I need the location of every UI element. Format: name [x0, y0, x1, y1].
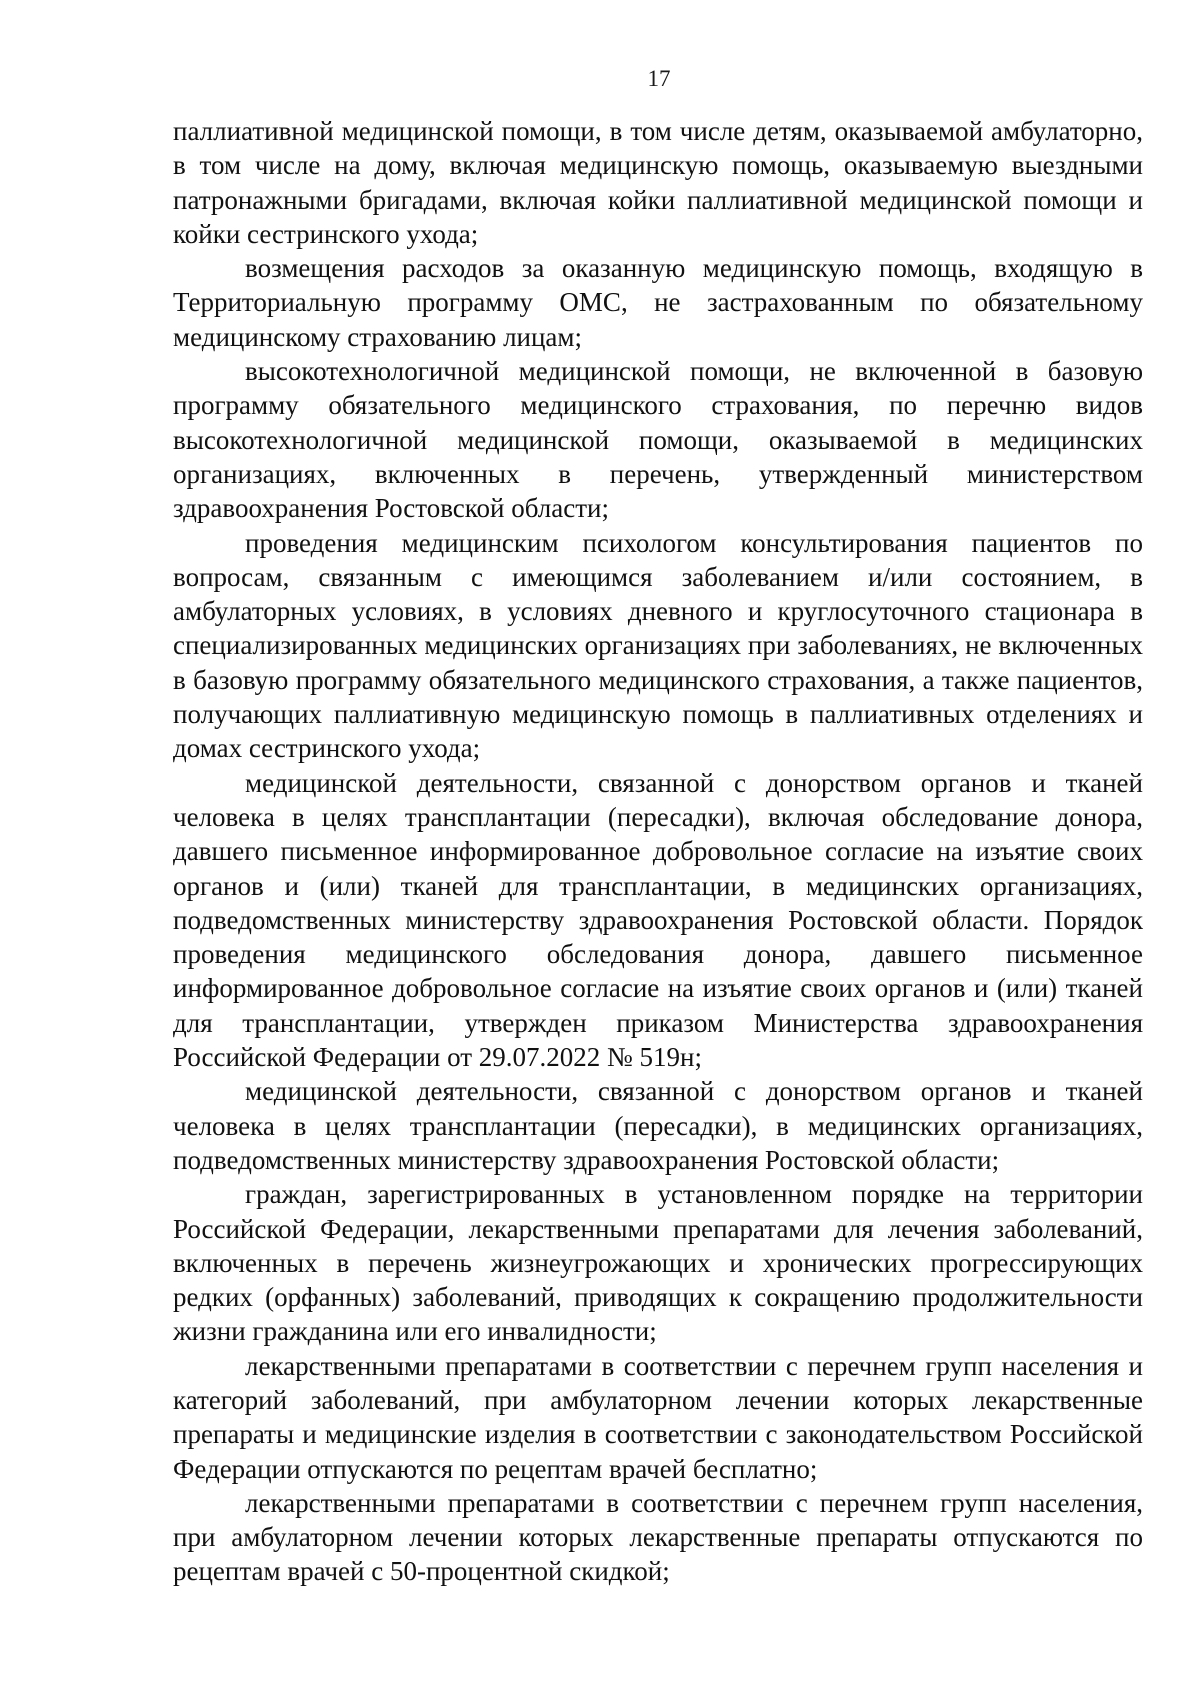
paragraph-discount-prescriptions: лекарственными препаратами в соответствии с перечнем групп населения, при амбулаторном лечении которых лекарственные препараты отпускаются по рецептам врачей с 50-процентной скидкой; — [173, 1487, 1143, 1587]
paragraph-palliative-care: паллиативной медицинской помощи, в том числе детям, оказываемой амбулаторно, в том числе на дому, включая медицинскую помощь, оказываемую выездными патронажными бригадами, включая койки паллиативной медицинской помощи и койки сестринского ухода; — [173, 116, 1143, 249]
paragraph-psychologist-consulting: проведения медицинским психологом консультирования пациентов по вопросам, связанным с имеющимся заболеванием и/или состоянием, в амбулаторных условиях, в условиях дневного и круглосуточного стационара в специализированных медицинских организациях при заболеваниях, не включенных в базовую программу обязательного медицинского страхования, а также пациентов, получающих паллиативную медицинскую помощь в паллиативных отделениях и домах сестринского ухода; — [173, 527, 1143, 764]
document-body — [173, 114, 1143, 1589]
paragraph-organ-donation-activity: медицинской деятельности, связанной с донорством органов и тканей человека в целях трансплантации (пересадки), в медицинских организациях, подведомственных министерству здравоохранения Ростовской области; — [173, 1076, 1143, 1175]
paragraph-free-prescriptions: лекарственными препаратами в соответствии с перечнем групп населения и категорий заболеваний, при амбулаторном лечении которых лекарственные препараты и медицинские изделия в соответствии с законодательством Российской Федерации отпускаются по рецептам врачей бесплатно; — [173, 1350, 1143, 1484]
paragraph-reimbursement: возмещения расходов за оказанную медицинскую помощь, входящую в Территориальную программу ОМС, не застрахованным по обязательному медицинскому страхованию лицам; — [173, 253, 1143, 352]
paragraph-high-tech-care: высокотехнологичной медицинской помощи, не включенной в базовую программу обязательного медицинского страхования, по перечню видов высокотехнологичной медицинской помощи, оказываемой в медицинских организациях, включенных в перечень, утвержденный министерством здравоохранения Ростовской области; — [173, 356, 1143, 524]
paragraph-organ-donation-examination: медицинской деятельности, связанной с донорством органов и тканей человека в целях трансплантации (пересадки), включая обследование донора, давшего письменное информированное добровольное согласие на изъятие своих органов и (или) тканей для трансплантации, в медицинских организациях, подведомственных министерству здравоохранения Ростовской области. Порядок проведения медицинского обследования донора, давшего письменное информированное добровольное согласие на изъятие своих органов и (или) тканей для трансплантации, утвержден приказом Министерства здравоохранения Российской Федерации от 29.07.2022 № 519н; — [173, 767, 1143, 1073]
page-number: 17 — [647, 66, 671, 91]
paragraph-orphan-diseases: граждан, зарегистрированных в установленном порядке на территории Российской Федерации, лекарственными препаратами для лечения заболеваний, включенных в перечень жизнеугрожающих и хронических прогрессирующих редких (орфанных) заболеваний, приводящих к сокращению продолжительности жизни гражданина или его инвалидности; — [173, 1179, 1143, 1347]
